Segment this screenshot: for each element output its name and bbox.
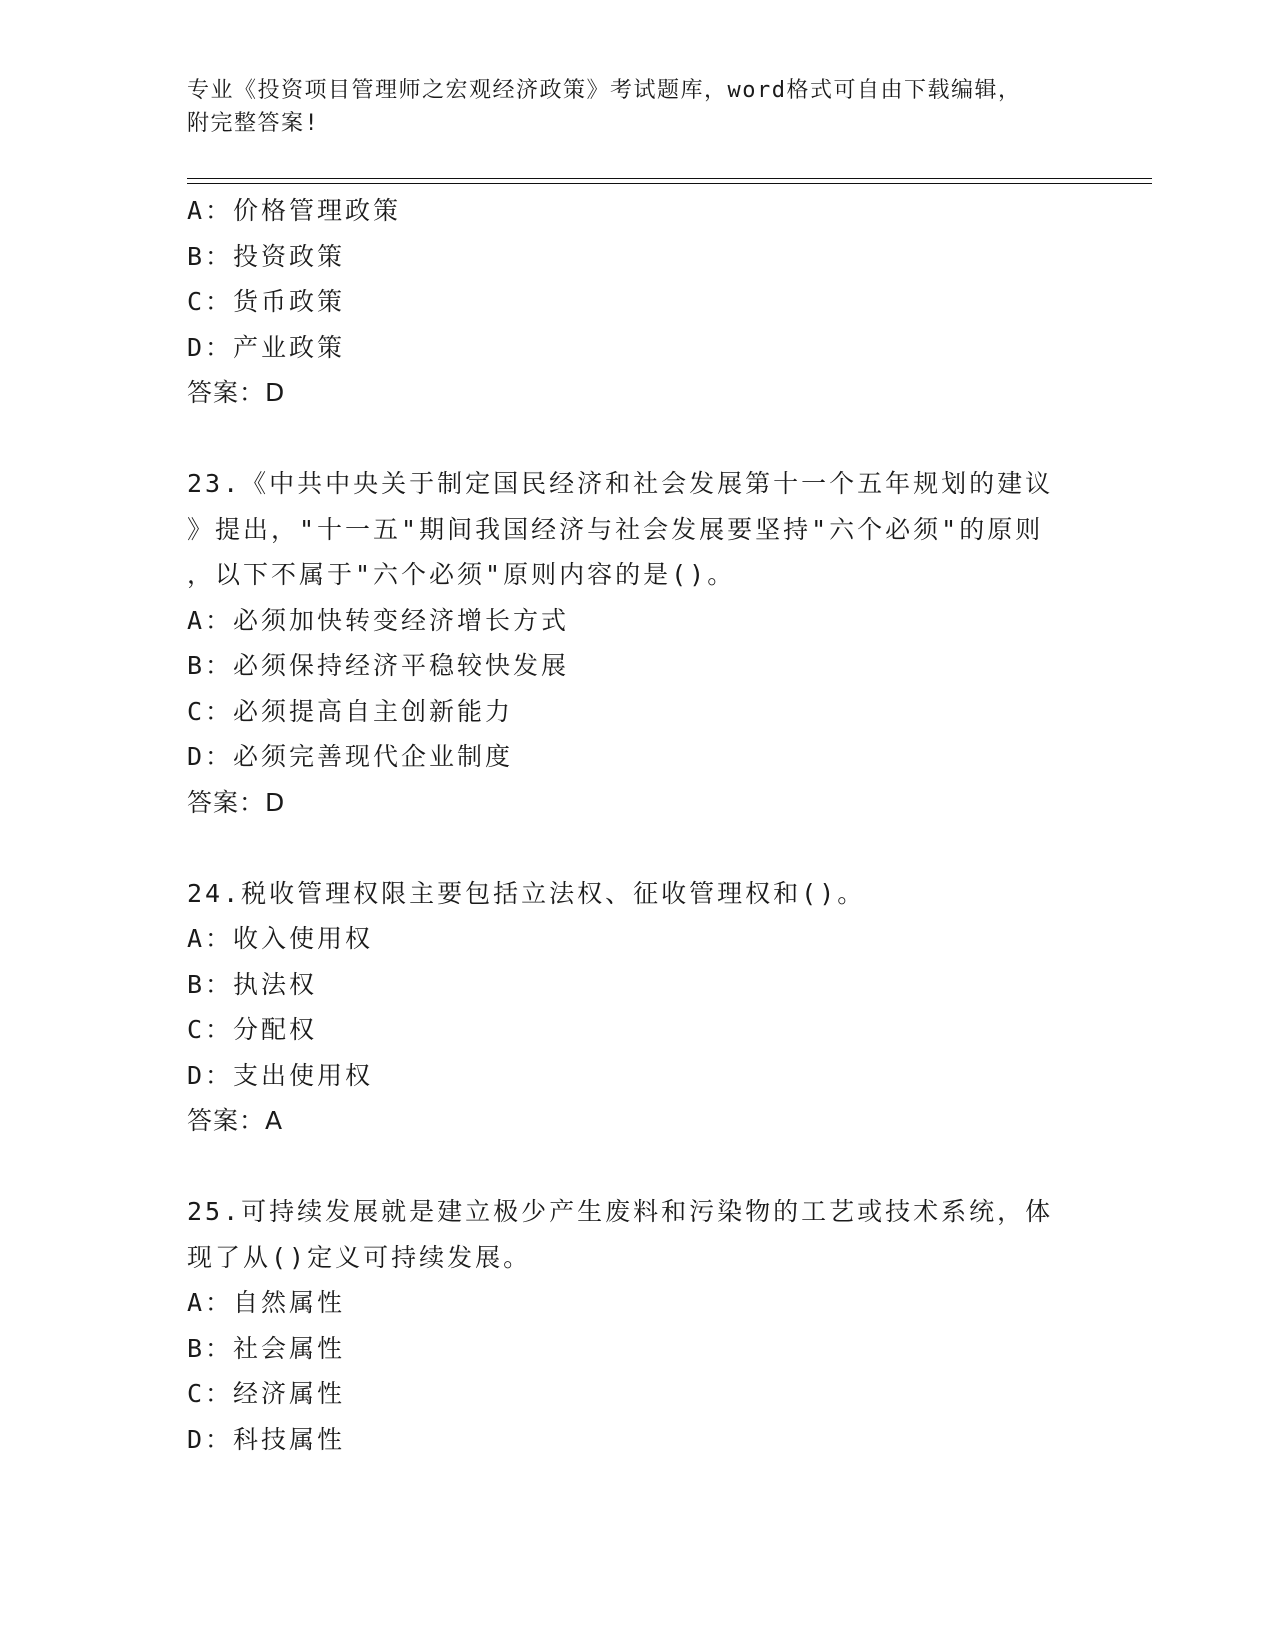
header-line-2: 附完整答案! [187,111,320,136]
header-divider [187,178,1152,184]
option-d: D：必须完善现代企业制度 [187,742,514,771]
question-stem [187,1189,1087,1280]
option-b: B：执法权 [187,969,318,999]
option-b: B：投资政策 [187,241,346,271]
option-a: A：自然属性 [187,1288,346,1317]
spacer [187,416,1087,462]
option-d: D：产业政策 [187,332,346,362]
option-c: C：货币政策 [187,287,346,316]
question-23 [187,461,1087,825]
stem-line: ，以下不属于"六个必须"原则内容的是()。 [187,560,736,589]
question-list [187,188,1087,1462]
stem-line: 》提出，"十一五"期间我国经济与社会发展要坚持"六个必须"的原则 [187,514,1044,544]
spacer [187,825,1087,871]
option-d: D：科技属性 [187,1424,346,1454]
option-c: C：经济属性 [187,1379,346,1408]
answer-line: 答案：D [187,787,286,817]
answer-line: 答案：A [187,1106,284,1135]
option-b: B：社会属性 [187,1333,346,1363]
document-header [187,74,1087,140]
answer-line: 答案：D [187,378,286,407]
option-a: A：价格管理政策 [187,196,402,225]
stem-line: 25.可持续发展就是建立极少产生废料和污染物的工艺或技术系统，体 [187,1197,1054,1226]
option-a: A：收入使用权 [187,924,374,953]
stem-line: 23.《中共中央关于制定国民经济和社会发展第十一个五年规划的建议 [187,469,1054,498]
stem-line: 现了从()定义可持续发展。 [187,1242,532,1272]
question-stem [187,461,1087,598]
option-c: C：分配权 [187,1015,318,1044]
question-24 [187,871,1087,1144]
option-b: B：必须保持经济平稳较快发展 [187,651,570,680]
option-d: D：支出使用权 [187,1060,374,1090]
question-22-continued [187,188,1087,416]
option-a: A：必须加快转变经济增长方式 [187,605,570,635]
question-25 [187,1189,1087,1462]
option-c: C：必须提高自主创新能力 [187,696,514,726]
stem-line: 24.税收管理权限主要包括立法权、征收管理权和()。 [187,878,866,908]
header-line-1: 专业《投资项目管理师之宏观经济政策》考试题库，word格式可自由下载编辑， [187,78,1022,103]
spacer [187,1144,1087,1190]
question-stem [187,871,1087,917]
